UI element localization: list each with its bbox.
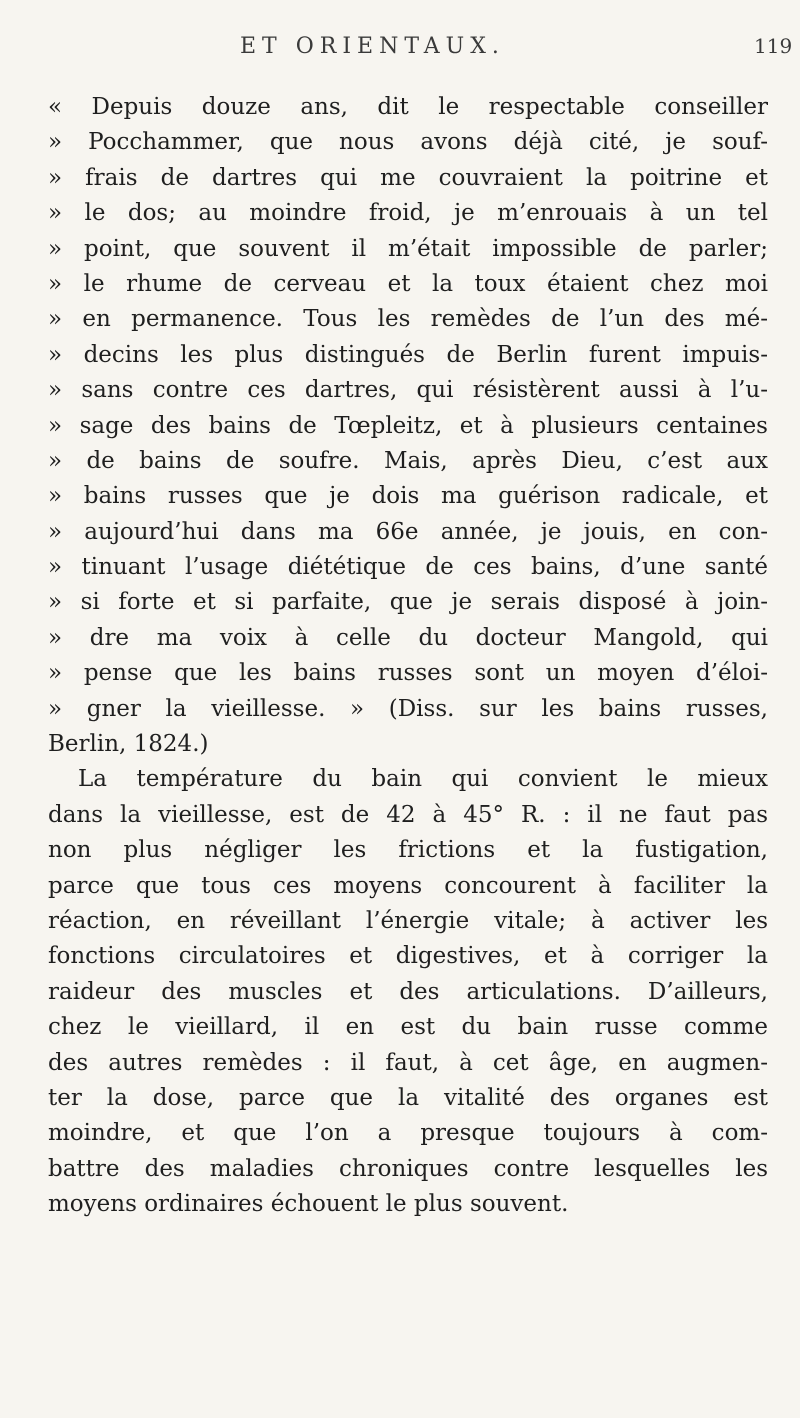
running-head — [0, 30, 800, 70]
text-line: moindre, et que l’on a presque toujours à com- — [48, 1120, 768, 1147]
text-line: moyens ordinaires échouent le plus souvent. — [48, 1191, 569, 1218]
text-line: » frais de dartres qui me couvraient la poitrine et — [48, 164, 768, 191]
text-line: » Pocchammer, que nous avons déjà cité, je souf- — [48, 129, 768, 156]
text-line: « Depuis douze ans, dit le respectable conseiller — [48, 94, 768, 120]
page-number: 119 — [754, 34, 793, 58]
text-line: » point, que souvent il m’était impossible de parler; — [48, 235, 768, 262]
text-line: ter la dose, parce que la vitalité des organes est — [48, 1084, 768, 1111]
text-line: battre des maladies chroniques contre lesquelles les — [48, 1155, 768, 1182]
text-line: » tinuant l’usage diététique de ces bains, d’une santé — [48, 554, 768, 581]
text-line: » pense que les bains russes sont un moyen d’éloi- — [48, 660, 768, 687]
text-line: des autres remèdes : il faut, à cet âge, en augmen- — [48, 1049, 768, 1076]
text-line: » dre ma voix à celle du docteur Mangold, qui — [48, 624, 768, 651]
body-text — [48, 90, 768, 1223]
text-line: » sage des bains de Tœpleitz, et à plusieurs centaines — [48, 412, 768, 439]
text-line: raideur des muscles et des articulations. D’ailleurs, — [48, 978, 768, 1005]
text-line: » gner la vieillesse. » (Diss. sur les bains russes, — [48, 695, 768, 722]
text-line: non plus négliger les frictions et la fustigation, — [48, 837, 768, 864]
text-line: » le dos; au moindre froid, je m’enrouais à un tel — [48, 200, 768, 227]
text-line: Berlin, 1824.) — [48, 731, 209, 758]
text-line: dans la vieillesse, est de 42 à 45° R. : il ne faut pas — [48, 801, 768, 828]
text-line: chez le vieillard, il en est du bain russe comme — [48, 1014, 768, 1041]
running-title: ET ORIENTAUX. — [240, 34, 505, 59]
text-line: fonctions circulatoires et digestives, et à corriger la — [48, 943, 768, 970]
text-line: » de bains de soufre. Mais, après Dieu, c’est aux — [48, 447, 768, 474]
text-line: » si forte et si parfaite, que je serais disposé à join- — [48, 589, 768, 616]
text-line: » en permanence. Tous les remèdes de l’un des mé- — [48, 306, 768, 333]
text-line: parce que tous ces moyens concourent à faciliter la — [48, 872, 768, 899]
text-line: » decins les plus distingués de Berlin furent impuis- — [48, 341, 768, 368]
text-line: La température du bain qui convient le mieux — [78, 766, 768, 793]
text-line: » le rhume de cerveau et la toux étaient chez moi — [48, 270, 768, 297]
text-line: » sans contre ces dartres, qui résistèrent aussi à l’u- — [48, 377, 768, 404]
text-line: réaction, en réveillant l’énergie vitale; à activer les — [48, 907, 768, 934]
text-line: » aujourd’hui dans ma 66e année, je jouis, en con- — [48, 518, 768, 545]
text-line: » bains russes que je dois ma guérison radicale, et — [48, 483, 768, 510]
